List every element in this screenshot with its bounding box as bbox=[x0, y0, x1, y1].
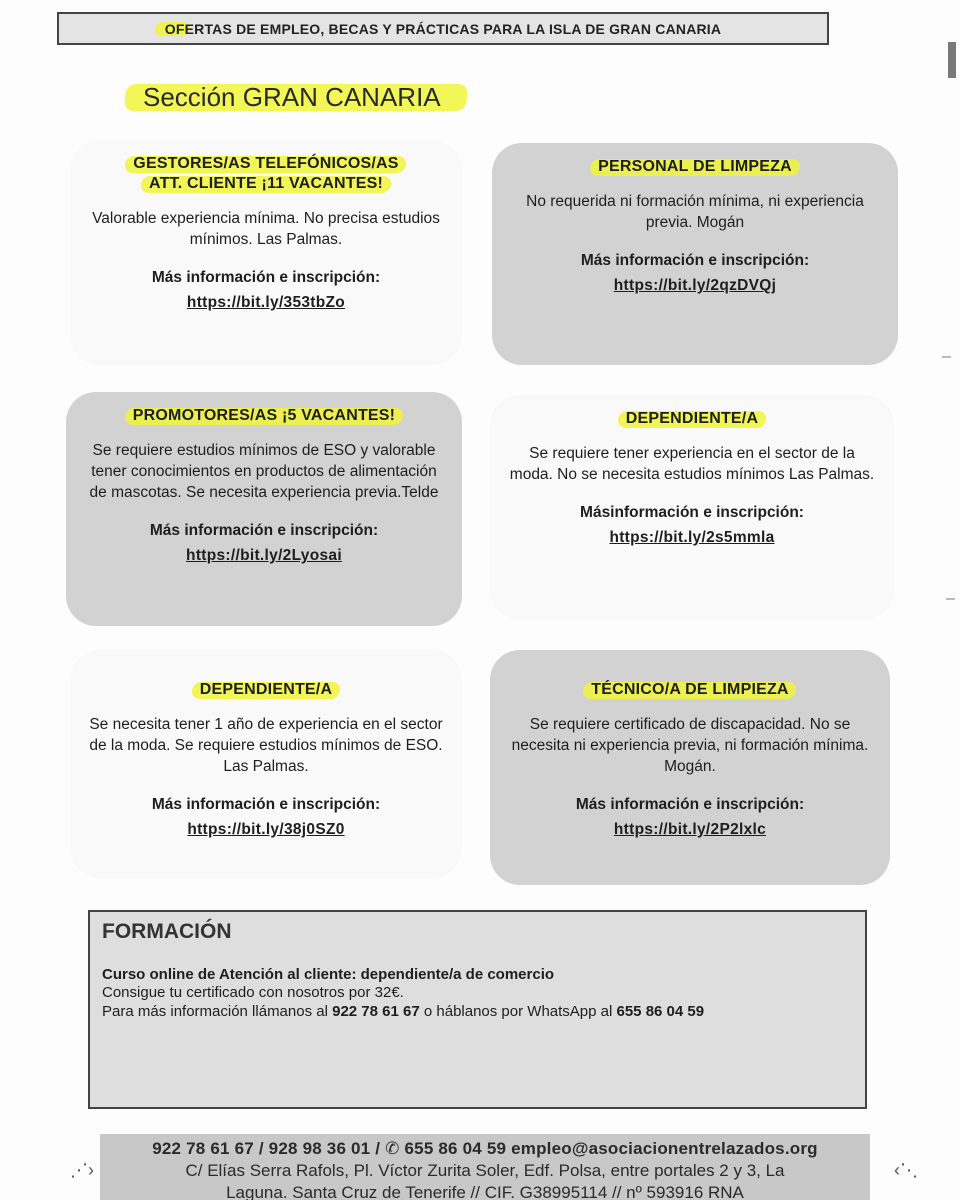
footer-whatsapp: 655 86 04 59 bbox=[404, 1139, 507, 1158]
job-card-dependiente-1 bbox=[490, 395, 894, 620]
course-contact-line bbox=[102, 1002, 853, 1021]
job-description: Se requiere certificado de discapacidad. No se necesita ni experiencia previa, ni formación mínima. Mogán. bbox=[511, 716, 869, 775]
decorative-arrow-icon: ‹⋱ bbox=[894, 1160, 918, 1180]
job-description: Se requiere estudios mínimos de ESO y valorable tener conocimientos en productos de alimentación de mascotas. Se necesita experiencia previa.Telde bbox=[89, 442, 439, 501]
job-title-line1: DEPENDIENTE/A bbox=[199, 681, 333, 698]
formacion-box bbox=[88, 910, 867, 1109]
whatsapp-phone[interactable]: 655 86 04 59 bbox=[616, 1003, 705, 1020]
job-title-line2: ATT. CLIENTE ¡11 VACANTES! bbox=[149, 175, 383, 192]
job-title bbox=[490, 409, 894, 429]
job-title bbox=[492, 157, 898, 177]
job-title bbox=[70, 154, 462, 194]
footer-contact-row bbox=[100, 1138, 870, 1160]
job-title-line1: PERSONAL DE LIMPEZA bbox=[598, 158, 792, 175]
section-title-text: Sección GRAN CANARIA bbox=[143, 82, 441, 112]
job-title-line1: DEPENDIENTE/A bbox=[625, 410, 759, 427]
job-card-personal-limpeza bbox=[492, 143, 898, 365]
more-info-label: Más información e inscripción: bbox=[151, 269, 381, 286]
footer-address-line2: Laguna. Santa Cruz de Tenerife // CIF. G38995114 // nº 593916 RNA bbox=[226, 1183, 744, 1200]
more-info-label: Más información e inscripción: bbox=[575, 796, 805, 813]
job-title bbox=[66, 406, 462, 426]
job-link[interactable]: https://bit.ly/2qzDVQj bbox=[613, 277, 777, 294]
job-link[interactable]: https://bit.ly/2Lyosai bbox=[186, 547, 342, 564]
more-info-label: Másinformación e inscripción: bbox=[580, 504, 804, 521]
decorative-tick bbox=[942, 356, 951, 358]
job-title-line1: PROMOTORES/AS ¡5 VACANTES! bbox=[132, 407, 396, 424]
job-description: Se necesita tener 1 año de experiencia en el sector de la moda. Se requiere estudios mínimos de ESO. Las Palmas. bbox=[89, 716, 443, 775]
job-title bbox=[70, 680, 462, 700]
course-price-line: Consigue tu certificado con nosotros por 32€. bbox=[102, 984, 404, 1001]
footer bbox=[100, 1134, 870, 1200]
more-info-label: Más información e inscripción: bbox=[580, 252, 810, 269]
job-title-line1: TÉCNICO/A DE LIMPIEZA bbox=[591, 681, 789, 698]
formacion-heading: FORMACIÓN bbox=[102, 920, 232, 943]
job-link[interactable]: https://bit.ly/353tbZo bbox=[186, 294, 346, 311]
job-link[interactable]: https://bit.ly/2P2lxlc bbox=[613, 821, 767, 838]
job-title-line1: GESTORES/AS TELEFÓNICOS/AS bbox=[133, 155, 399, 172]
header-title: OFERTAS DE EMPLEO, BECAS Y PRÁCTICAS PARA LA ISLA DE GRAN CANARIA bbox=[164, 20, 722, 37]
job-card-gestores bbox=[70, 140, 462, 365]
contact-middle: o háblanos por WhatsApp al bbox=[419, 1003, 617, 1020]
decorative-tick bbox=[946, 598, 955, 600]
decorative-arrow-icon: ⋰› bbox=[70, 1160, 94, 1180]
scrollbar-thumb[interactable] bbox=[948, 42, 956, 78]
job-description: Valorable experiencia mínima. No precisa estudios mínimos. Las Palmas. bbox=[92, 210, 440, 248]
job-description: Se requiere tener experiencia en el sector de la moda. No se necesita estudios mínimos Las Palmas. bbox=[509, 445, 875, 483]
more-info-label: Más información e inscripción: bbox=[151, 796, 381, 813]
footer-phones: 922 78 61 67 / 928 98 36 01 / bbox=[152, 1139, 381, 1158]
job-link[interactable]: https://bit.ly/2s5mmla bbox=[609, 529, 775, 546]
contact-prefix: Para más información llámanos al bbox=[102, 1003, 333, 1020]
job-link[interactable]: https://bit.ly/38j0SZ0 bbox=[187, 821, 345, 838]
more-info-label: Más información e inscripción: bbox=[149, 522, 379, 539]
course-title: Curso online de Atención al cliente: dependiente/a de comercio bbox=[102, 966, 555, 983]
contact-phone[interactable]: 922 78 61 67 bbox=[332, 1003, 420, 1020]
header-banner bbox=[57, 12, 829, 45]
footer-address-line1: C/ Elías Serra Rafols, Pl. Víctor Zurita Soler, Edf. Polsa, entre portales 2 y 3, La bbox=[185, 1161, 785, 1180]
job-card-promotores bbox=[66, 392, 462, 626]
footer-email[interactable]: empleo@asociacionentrelazados.org bbox=[511, 1139, 818, 1158]
job-description: No requerida ni formación mínima, ni experiencia previa. Mogán bbox=[526, 193, 864, 231]
job-card-tecnico-limpieza bbox=[490, 650, 890, 885]
job-title bbox=[490, 680, 890, 700]
section-title bbox=[143, 82, 441, 113]
whatsapp-icon: ✆ bbox=[385, 1139, 400, 1158]
job-card-dependiente-2 bbox=[70, 650, 462, 878]
